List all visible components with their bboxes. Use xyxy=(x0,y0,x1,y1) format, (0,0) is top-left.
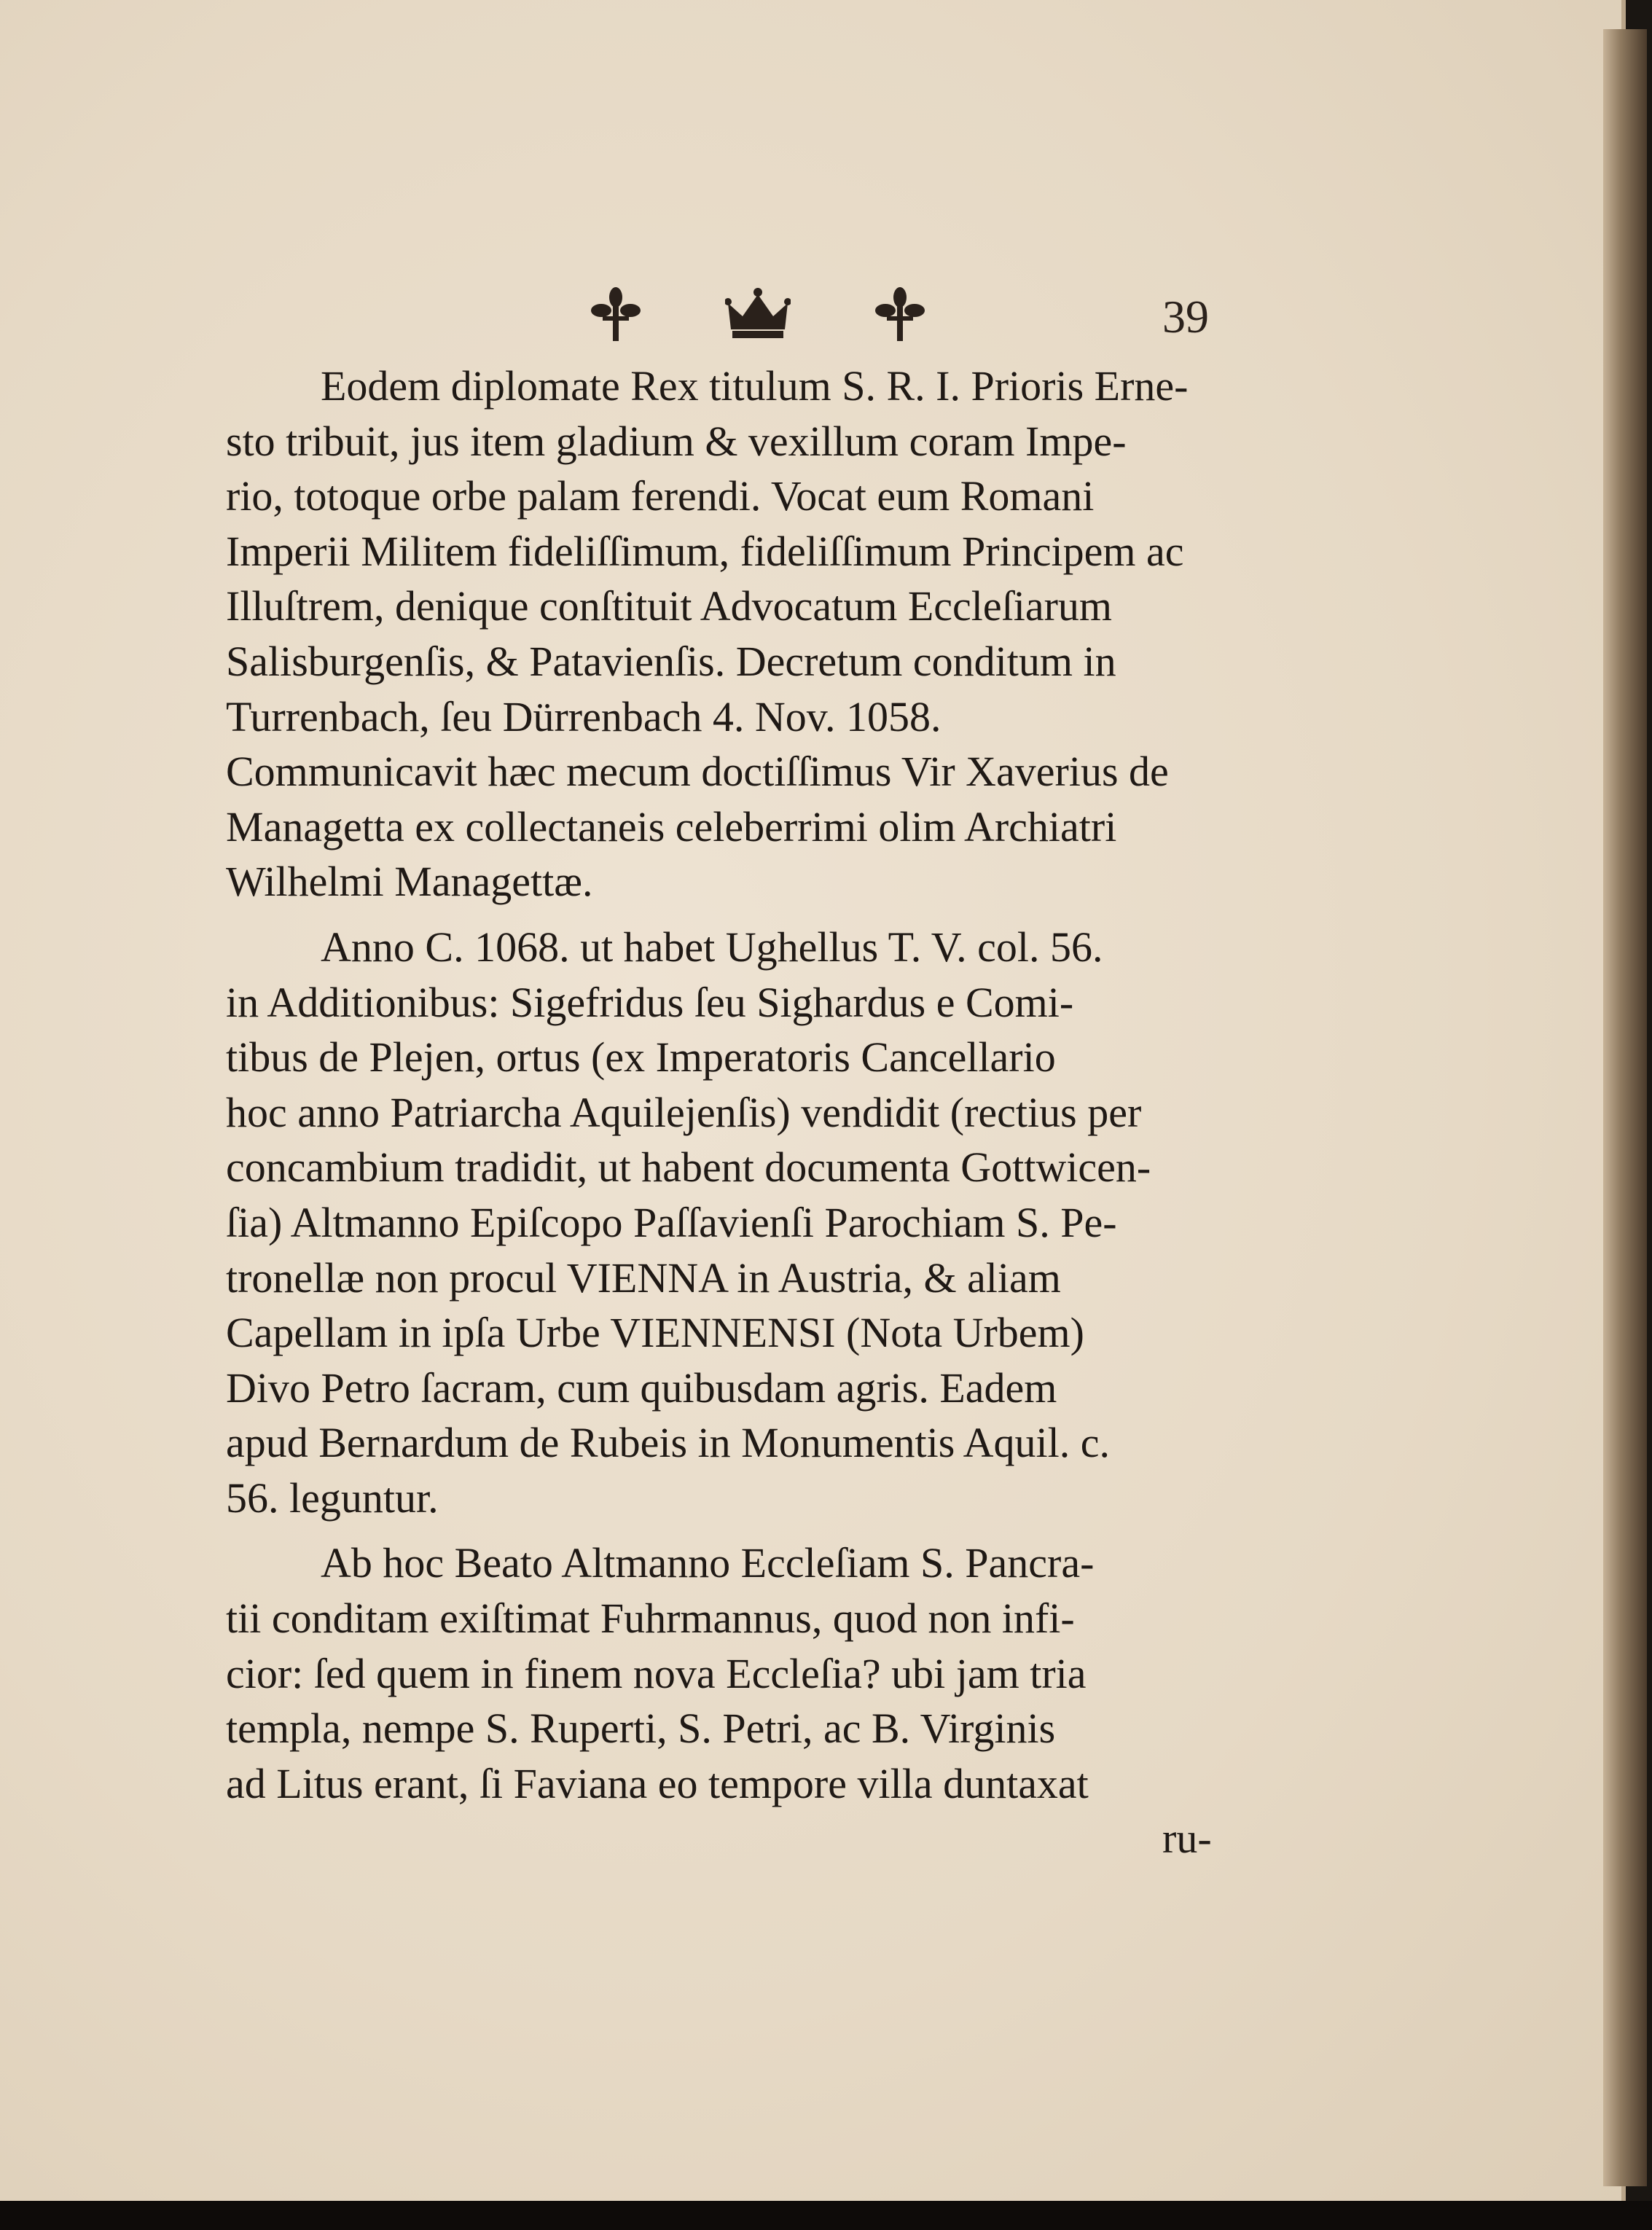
fleuron-icon xyxy=(871,284,929,343)
text-line: Anno C. 1068. ut habet Ughellus T. V. col. 56. xyxy=(321,923,1103,971)
text-line: in Additionibus: Sigefridus ſeu Sighardus e Comi- xyxy=(226,978,1074,1026)
text-line: templa, nempe S. Ruperti, S. Petri, ac B. Virginis xyxy=(226,1705,1056,1753)
text-line: Capellam in ipſa Urbe VIENNENSI (Nota Urbem) xyxy=(226,1309,1084,1357)
page-header xyxy=(0,277,1621,357)
paragraph-2 xyxy=(226,920,1279,1526)
text-line: tronellæ non procul VIENNA in Austria, & aliam xyxy=(226,1253,1061,1302)
text-line: cior: ſed quem in finem nova Eccleſia? ubi jam tria xyxy=(226,1649,1087,1697)
paragraph-3 xyxy=(226,1535,1279,1811)
text-line: ad Litus erant, ſi Faviana eo tempore villa duntaxat xyxy=(226,1759,1089,1807)
body-text xyxy=(226,359,1279,1866)
page-number: 39 xyxy=(1162,291,1209,343)
text-line: ſia) Altmanno Epiſcopo Paſſavienſi Parochiam S. Pe- xyxy=(226,1198,1117,1246)
text-line: Communicavit hæc mecum doctiſſimus Vir Xaverius de xyxy=(226,748,1169,796)
paragraph-1 xyxy=(226,359,1279,909)
text-line: Imperii Militem fideliſſimum, fideliſſimum Principem ac xyxy=(226,527,1184,575)
text-line: Wilhelmi Managettæ. xyxy=(226,858,593,906)
crown-icon xyxy=(725,284,791,343)
text-line: concambium tradidit, ut habent documenta Gottwicen- xyxy=(226,1143,1151,1192)
text-line: Salisburgenſis, & Patavienſis. Decretum conditum in xyxy=(226,637,1116,685)
text-line: Illuſtrem, denique conſtituit Advocatum Eccleſiarum xyxy=(226,582,1113,630)
text-line: tii conditam exiſtimat Fuhrmannus, quod non infi- xyxy=(226,1595,1075,1643)
text-line: rio, totoque orbe palam ferendi. Vocat eum Romani xyxy=(226,472,1095,520)
text-line: hoc anno Patriarcha Aquilejenſis) vendidit (rectius per xyxy=(226,1088,1142,1136)
text-line: Divo Petro ſacram, cum quibusdam agris. Eadem xyxy=(226,1364,1057,1412)
bottom-shadow xyxy=(0,2201,1652,2230)
catchword: ru- xyxy=(1162,1815,1212,1863)
text-line: sto tribuit, jus item gladium & vexillum coram Impe- xyxy=(226,417,1127,465)
text-line: 56. leguntur. xyxy=(226,1474,439,1522)
page-edge xyxy=(1603,29,1647,2186)
text-line: Managetta ex collectaneis celeberrimi olim Archiatri xyxy=(226,802,1117,850)
text-line: apud Bernardum de Rubeis in Monumentis Aquil. c. xyxy=(226,1419,1111,1467)
text-line: tibus de Plejen, ortus (ex Imperatoris Cancellario xyxy=(226,1033,1056,1081)
fleuron-icon xyxy=(587,284,645,343)
text-line: Ab hoc Beato Altmanno Eccleſiam S. Pancra- xyxy=(321,1539,1095,1587)
text-line: Turrenbach, ſeu Dürrenbach 4. Nov. 1058. xyxy=(226,692,942,740)
text-line: Eodem diplomate Rex titulum S. R. I. Prioris Erne- xyxy=(321,362,1189,410)
